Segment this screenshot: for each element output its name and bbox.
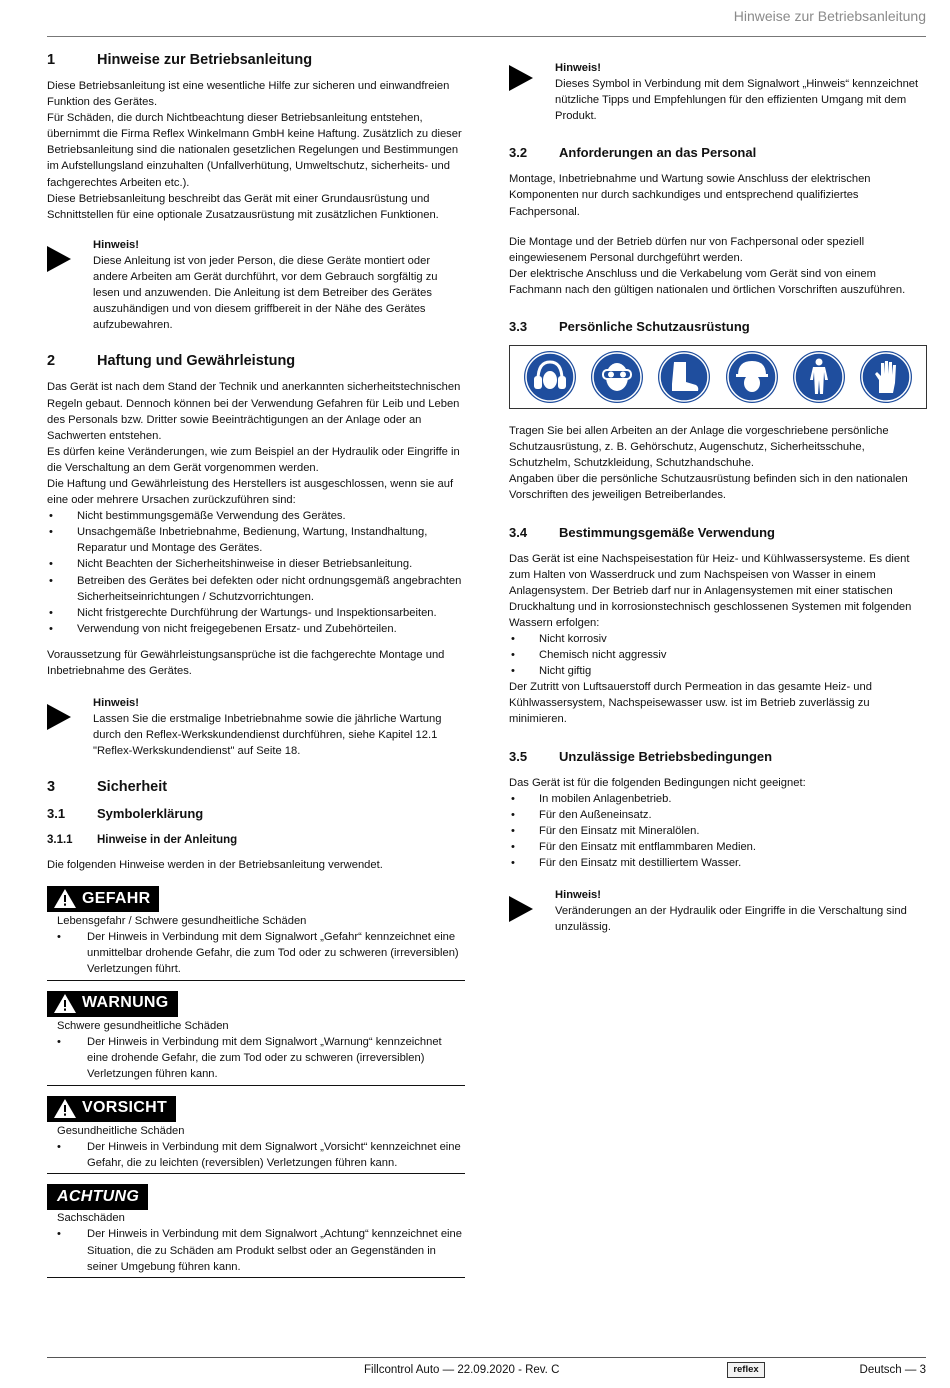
- section-number: 3.4: [509, 524, 528, 540]
- section-3-2-heading: [509, 144, 927, 162]
- note-box: [509, 60, 927, 124]
- list-item: • Nicht korrosiv: [509, 631, 927, 647]
- section-2-heading: [47, 351, 465, 371]
- section-3-5-heading: [509, 748, 927, 766]
- list-item: • Für den Einsatz mit destilliertem Wasser.: [509, 855, 927, 871]
- signal-subtitle: Schwere gesundheitliche Schäden: [57, 1020, 229, 1033]
- note-text: Lassen Sie die erstmalige Inbetriebnahme sowie die jährliche Wartung durch den Reflex-Werkskundendienst durchführen, siehe Kapitel 12.1 "Reflex-Werkskundendienst" auf Seite 18.: [93, 713, 442, 758]
- note-box: [47, 695, 465, 759]
- list-item: • Nicht bestimmungsgemäße Verwendung des Gerätes.: [47, 508, 465, 524]
- paragraph: Das Gerät ist für die folgenden Bedingungen nicht geeignet:: [509, 776, 806, 789]
- ppe-icon-strip: [509, 345, 927, 409]
- note-text: Diese Anleitung ist von jeder Person, die diese Geräte montiert oder andere Arbeiten am Gerät durchführt, vor dem Gebrauch sorgfältig zu lesen und anzuwenden. Die Anleitung ist dem Betreiber des Gerätes auszuhändigen und von diesem griffbereit in der Nähe des Gerätes aufzubewahren.: [93, 254, 438, 332]
- paragraph: Diese Betriebsanleitung beschreibt das Gerät mit einer Grundausrüstung und Schnittstellen für eine optionale Zusatzausrüstung mit zusätzlichen Funktionen.: [47, 192, 439, 221]
- paragraph: Der Zutritt von Luftsauerstoff durch Permeation in das gesamte Heiz- und Kühlwassersystem, Nachspeisewasser usw. ist im Betrieb zuverlässig zu minimieren.: [509, 681, 872, 726]
- section-3-1-1-heading: [47, 832, 465, 848]
- page-footer: [47, 1357, 926, 1388]
- paragraph: Der elektrische Anschluss und die Verkabelung vom Gerät sind von einem Fachmann nach den gültigen nationalen und örtlichen Vorschriften auszuführen.: [509, 267, 906, 296]
- list-item: • Für den Einsatz mit entflammbaren Medien.: [509, 839, 927, 855]
- signal-badge: [47, 886, 159, 912]
- note-title: Hinweis!: [93, 238, 140, 251]
- protective-gloves-icon: [859, 350, 913, 404]
- signal-subtitle: Lebensgefahr / Schwere gesundheitliche Schäden: [57, 915, 307, 928]
- list-item: • Unsachgemäße Inbetriebnahme, Bedienung, Wartung, Instandhaltung, Reparatur und Montage des Gerätes.: [47, 524, 465, 556]
- paragraph: Das Gerät ist eine Nachspeisestation für Heiz- und Kühlwassersysteme. Es dient zum Halten von Wasserdruck und zum Nachspeisen von Wasser in einem Anlagensystem. Der Betrieb darf nur in Anlagensystemen mit einer statischen Druckhaltung und in korrosionstechnisch geschlossenen Systemen mit folgenden Wassern erfolgen:: [509, 552, 912, 629]
- footer-document-info: Fillcontrol Auto — 22.09.2020 - Rev. C: [364, 1364, 560, 1376]
- note-title: Hinweis!: [93, 697, 140, 710]
- header-title: Hinweise zur Betriebsanleitung: [733, 8, 926, 24]
- section-number: 3.3: [509, 319, 528, 335]
- section-title: Anforderungen an das Personal: [559, 145, 757, 161]
- section-title: Bestimmungsgemäße Verwendung: [559, 524, 775, 540]
- arrow-right-icon: [47, 695, 93, 759]
- eye-protection-icon: [590, 350, 644, 404]
- arrow-right-icon: [47, 237, 93, 334]
- list-item: • Nicht Beachten der Sicherheitshinweise in dieser Betriebsanleitung.: [47, 556, 465, 572]
- list-item: • In mobilen Anlagenbetrieb.: [509, 791, 927, 807]
- section-3-4-heading: [509, 524, 927, 542]
- list-item: • Für den Einsatz mit Mineralölen.: [509, 823, 927, 839]
- paragraph: Für Schäden, die durch Nichtbeachtung dieser Betriebsanleitung entstehen, übernimmt die Firma Reflex Winkelmann GmbH keine Haftung. Zusätzlich zu dieser Betriebsanleitung sind die nationalen gesetzlichen Regelungen und Bestimmungen im Aufstellungsland einzuhalten (Unfallverhütung, Umweltschutz, sicherheits- und fachgerechtes Arbeiten etc.).: [47, 112, 462, 189]
- section-3-1-heading: [47, 805, 465, 823]
- list-item: • Der Hinweis in Verbindung mit dem Signalwort „Warnung“ kennzeichnet eine drohende Gefahr, die zum Tod oder zu schweren (irreversiblen) Verletzungen führen kann.: [47, 1034, 465, 1082]
- list-item: • Für den Außeneinsatz.: [509, 807, 927, 823]
- page-header: [47, 0, 926, 37]
- note-title: Hinweis!: [555, 62, 602, 74]
- section-title: Symbolerklärung: [97, 806, 204, 822]
- arrow-right-icon: [509, 887, 555, 935]
- paragraph: Die Montage und der Betrieb dürfen nur von Fachpersonal oder speziell eingewiesenem Personal durchgeführt werden.: [509, 235, 865, 264]
- paragraph: Montage, Inbetriebnahme und Wartung sowie Anschluss der elektrischen Komponenten nur durch sachkundiges und entsprechend qualifiziertes Fachpersonal.: [509, 173, 871, 218]
- list-item: • Der Hinweis in Verbindung mit dem Signalwort „Vorsicht“ kennzeichnet eine Gefahr, die zu leichten (reversiblen) Verletzungen führen kann.: [47, 1139, 465, 1171]
- section-title: Sicherheit: [97, 779, 168, 796]
- section-title: Haftung und Gewährleistung: [97, 353, 296, 370]
- warning-triangle-icon: [54, 889, 76, 908]
- safety-helmet-icon: [725, 350, 779, 404]
- note-box: [47, 237, 465, 334]
- bullet-list: [509, 791, 927, 871]
- list-item: • Betreiben des Gerätes bei defekten oder nicht ordnungsgemäß angebrachten Sicherheitseinrichtungen / Schutzvorrichtungen.: [47, 573, 465, 605]
- signal-block-vorsicht: [47, 1096, 465, 1175]
- warning-triangle-icon: [54, 1099, 76, 1118]
- section-number: 3.5: [509, 748, 528, 764]
- right-column: [509, 60, 927, 935]
- list-item: • Der Hinweis in Verbindung mit dem Signalwort „Achtung“ kennzeichnet eine Situation, die zu Schäden am Produkt selbst oder an Gegenständen in seiner Umgebung führen kann.: [47, 1226, 465, 1274]
- section-3-3-heading: [509, 318, 927, 336]
- section-3-heading: [47, 777, 465, 797]
- list-item: • Nicht giftig: [509, 663, 927, 679]
- signal-subtitle: Gesundheitliche Schäden: [57, 1125, 185, 1138]
- signal-label: VORSICHT: [82, 1099, 168, 1117]
- note-text: Veränderungen an der Hydraulik oder Eingriffe in die Verschaltung sind unzulässig.: [555, 905, 907, 934]
- paragraph: Es dürfen keine Veränderungen, wie zum Beispiel an der Hydraulik oder Eingriffe in die Verschaltung an dem Gerät vorgenommen werden.: [47, 445, 460, 474]
- paragraph: Das Gerät ist nach dem Stand der Technik und anerkannten sicherheitstechnischen Regeln gebaut. Dennoch können bei der Verwendung Gefahren für Leib und Leben des Personals bzw. Dritter sowie Beeinträchtigungen an der Anlage oder an Sachwerten entstehen.: [47, 381, 461, 442]
- signal-badge: [47, 1184, 148, 1210]
- left-column: [47, 50, 465, 1278]
- section-number: 3.1: [47, 806, 66, 822]
- paragraph: Voraussetzung für Gewährleistungsansprüche ist die fachgerechte Montage und Inbetriebnahme des Gerätes.: [47, 648, 445, 677]
- section-title: Hinweise zur Betriebsanleitung: [97, 52, 313, 68]
- list-item: • Verwendung von nicht freigegebenen Ersatz- und Zubehörteilen.: [47, 621, 465, 637]
- list-item: • Chemisch nicht aggressiv: [509, 647, 927, 663]
- arrow-right-icon: [509, 60, 555, 124]
- section-title: Persönliche Schutzausrüstung: [559, 319, 750, 335]
- signal-badge: [47, 991, 178, 1017]
- footer-page-number: Deutsch — 3: [859, 1364, 926, 1376]
- signal-block-achtung: [47, 1184, 465, 1277]
- bullet-list: [47, 508, 465, 637]
- section-1-heading: [47, 50, 465, 70]
- signal-label: GEFAHR: [82, 889, 151, 907]
- signal-badge: [47, 1096, 176, 1122]
- signal-block-warnung: [47, 991, 465, 1086]
- signal-block-gefahr: [47, 886, 465, 981]
- note-text: Dieses Symbol in Verbindung mit dem Signalwort „Hinweis“ kennzeichnet nützliche Tipps und Empfehlungen für den effizienten Umgang mit dem Produkt.: [555, 78, 919, 123]
- signal-subtitle: Sachschäden: [57, 1212, 125, 1225]
- note-title: Hinweis!: [555, 889, 602, 902]
- signal-label: ACHTUNG: [57, 1188, 140, 1206]
- section-number: 3: [47, 779, 56, 796]
- list-item: • Der Hinweis in Verbindung mit dem Signalwort „Gefahr“ kennzeichnet eine unmittelbar drohende Gefahr, die zum Tod oder zu schweren (irreversiblen) Verletzungen führt.: [47, 929, 465, 977]
- reflex-logo: reflex: [727, 1362, 765, 1378]
- list-item: • Nicht fristgerechte Durchführung der Wartungs- und Inspektionsarbeiten.: [47, 605, 465, 621]
- section-title: Hinweise in der Anleitung: [97, 834, 238, 847]
- note-box: [509, 887, 927, 935]
- section-number: 3.1.1: [47, 834, 73, 847]
- paragraph: Diese Betriebsanleitung ist eine wesentliche Hilfe zur sicheren und einwandfreien Funktion des Gerätes.: [47, 80, 450, 109]
- section-number: 2: [47, 353, 56, 370]
- bullet-list: [509, 631, 927, 679]
- section-number: 1: [47, 52, 56, 68]
- paragraph: Angaben über die persönliche Schutzausrüstung befinden sich in den nationalen Vorschriften des jeweiligen Betreiberlandes.: [509, 473, 908, 502]
- paragraph: Die Haftung und Gewährleistung des Herstellers ist ausgeschlossen, wenn sie auf eine oder mehrere Ursachen zurückzuführen sind:: [47, 477, 454, 507]
- safety-shoes-icon: [657, 350, 711, 404]
- ear-protection-icon: [523, 350, 577, 404]
- protective-clothing-icon: [792, 350, 846, 404]
- warning-triangle-icon: [54, 994, 76, 1013]
- section-title: Unzulässige Betriebsbedingungen: [559, 748, 773, 764]
- paragraph: Die folgenden Hinweise werden in der Betriebsanleitung verwendet.: [47, 859, 383, 872]
- signal-label: WARNUNG: [82, 994, 169, 1012]
- paragraph: Tragen Sie bei allen Arbeiten an der Anlage die vorgeschriebene persönliche Schutzausrüstung, z. B. Gehörschutz, Augenschutz, Sicherheitsschuhe, Schutzhelm, Schutzkleidung, Schutzhandschuhe.: [509, 425, 889, 470]
- section-number: 3.2: [509, 145, 528, 161]
